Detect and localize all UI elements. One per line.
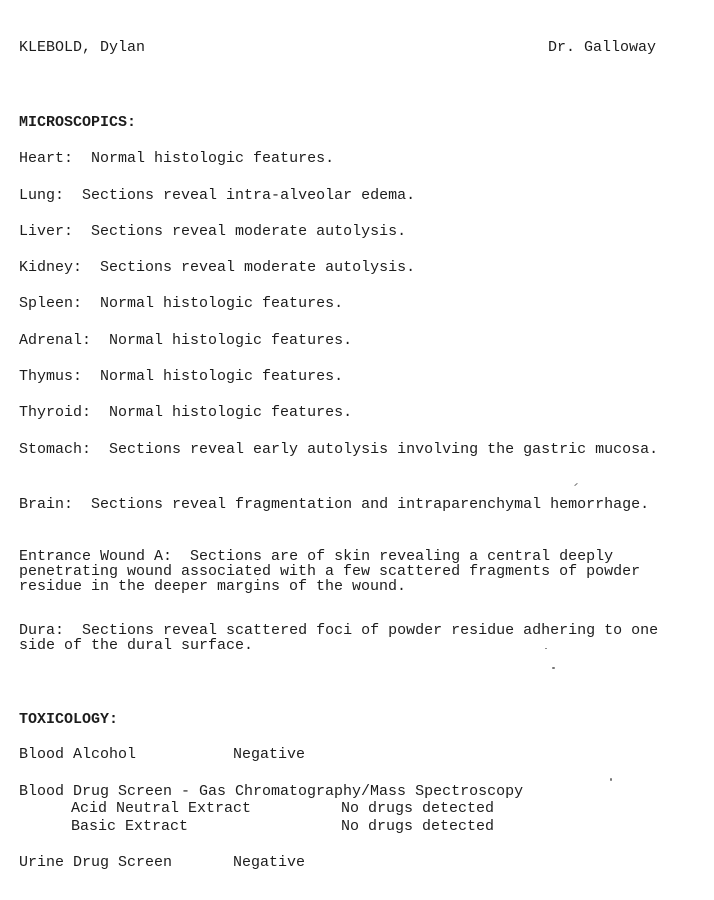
finding-text: Normal histologic features. (91, 150, 335, 167)
finding-liver (19, 224, 406, 239)
scan-speck (545, 648, 547, 649)
finding-text: Sections reveal moderate autolysis. (91, 223, 407, 240)
finding-spleen (19, 296, 343, 311)
finding-text: Sections are of skin revealing a central deeply penetrating wound associated with a few scattered fragments of powder residue in the deeper margins of the wound. (19, 548, 650, 595)
finding-text: Sections reveal moderate autolysis. (100, 259, 416, 276)
doctor-name: Dr. Galloway (548, 39, 657, 56)
organ-label: Heart: (19, 150, 74, 167)
acid-neutral-extract-label: Acid Neutral Extract (71, 800, 252, 817)
acid-neutral-extract-result: No drugs detected (341, 800, 495, 817)
finding-thyroid (19, 405, 352, 420)
blood-drug-screen-label: Blood Drug Screen - Gas Chromatography/Mass Spectroscopy (19, 783, 524, 800)
finding-text: Sections reveal intra-alveolar edema. (82, 187, 416, 204)
urine-drug-screen-label: Urine Drug Screen (19, 854, 173, 871)
organ-label: Kidney: (19, 259, 83, 276)
scan-speck (552, 667, 555, 669)
finding-text: Normal histologic features. (109, 404, 353, 421)
finding-text: Sections reveal fragmentation and intraparenchymal hemorrhage. (91, 496, 650, 513)
finding-stomach (19, 442, 699, 457)
basic-extract-result: No drugs detected (341, 818, 495, 835)
organ-label: Thymus: (19, 368, 83, 385)
finding-thymus (19, 369, 343, 384)
finding-kidney (19, 260, 415, 275)
organ-label: Entrance Wound A: (19, 548, 173, 565)
organ-label: Thyroid: (19, 404, 92, 421)
finding-text: Sections reveal early autolysis involving the gastric mucosa. (109, 441, 659, 458)
organ-label: Liver: (19, 223, 74, 240)
finding-heart (19, 151, 334, 166)
organ-label: Brain: (19, 496, 74, 513)
organ-label: Stomach: (19, 441, 92, 458)
blood-alcohol-label: Blood Alcohol (19, 746, 137, 763)
blood-alcohol-result: Negative (233, 746, 306, 763)
scan-speck (610, 778, 612, 781)
organ-label: Adrenal: (19, 332, 92, 349)
toxicology-heading: TOXICOLOGY: (19, 711, 119, 728)
finding-brain (19, 497, 699, 512)
organ-label: Lung: (19, 187, 65, 204)
finding-text: Normal histologic features. (109, 332, 353, 349)
finding-entrance-wound-a (19, 549, 699, 594)
finding-text: Sections reveal scattered foci of powder residue adhering to one side of the dural surface. (19, 622, 668, 654)
microscopics-heading: MICROSCOPICS: (19, 114, 137, 131)
finding-text: Normal histologic features. (100, 295, 344, 312)
finding-lung (19, 188, 415, 203)
finding-adrenal (19, 333, 352, 348)
organ-label: Spleen: (19, 295, 83, 312)
finding-dura (19, 623, 699, 653)
finding-text: Normal histologic features. (100, 368, 344, 385)
scan-speck (574, 483, 578, 486)
basic-extract-label: Basic Extract (71, 818, 189, 835)
urine-drug-screen-result: Negative (233, 854, 306, 871)
organ-label: Dura: (19, 622, 65, 639)
patient-name: KLEBOLD, Dylan (19, 39, 146, 56)
